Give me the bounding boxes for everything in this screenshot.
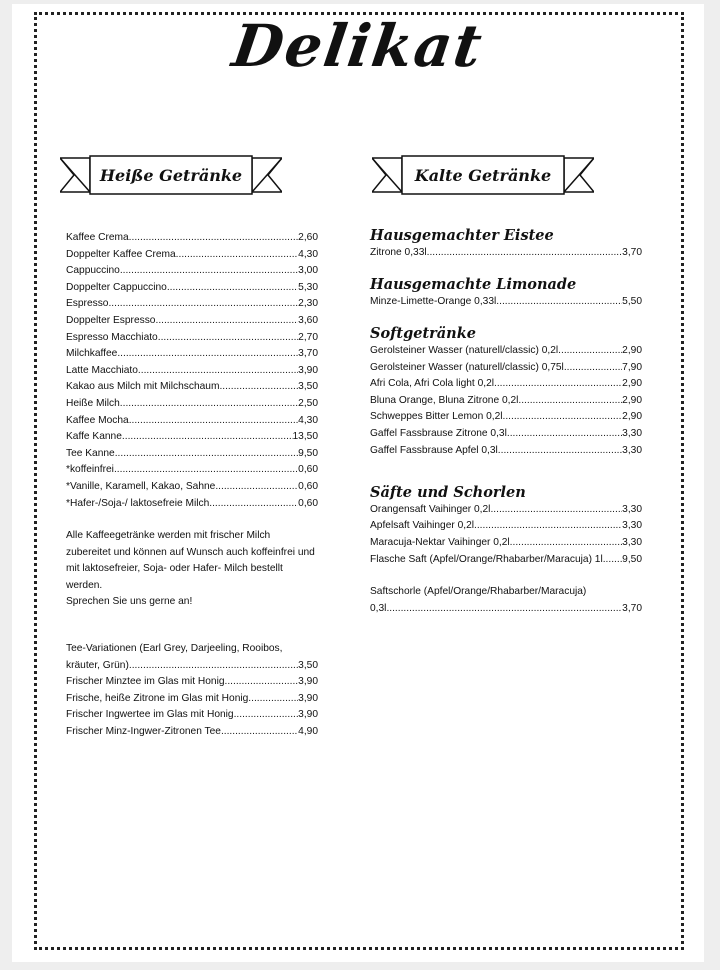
menu-item <box>370 601 642 618</box>
menu-item <box>66 429 318 446</box>
item-name: 0,3l <box>370 602 387 614</box>
item-price: 7,90 <box>622 361 642 373</box>
item-price: 4,90 <box>298 726 318 738</box>
item-price: 4,30 <box>298 414 318 426</box>
dot-leader <box>120 396 298 413</box>
icetea-list <box>370 245 642 262</box>
cold-drinks-column <box>370 228 642 617</box>
menu-item <box>370 409 642 426</box>
item-price: 3,30 <box>622 427 642 439</box>
dot-leader <box>564 360 622 377</box>
dot-leader <box>219 379 298 396</box>
item-name: Frischer Minztee im Glas mit Honig. <box>66 676 228 688</box>
item-price: 3,90 <box>298 709 318 721</box>
dot-leader <box>496 294 622 311</box>
section-heading-lemonade: Hausgemachte Limonade <box>370 276 577 294</box>
item-name: Kaffee Crema <box>66 232 129 243</box>
item-price: 2,90 <box>622 394 642 406</box>
dot-leader <box>608 552 622 569</box>
dot-leader <box>503 409 623 426</box>
item-name: Maracuja-Nektar Vaihinger 0,2l <box>370 536 510 548</box>
item-name: Gerolsteiner Wasser (naturell/classic) 0,2l <box>370 344 559 356</box>
menu-item <box>370 535 642 552</box>
dot-leader <box>427 245 623 262</box>
lemonade-list <box>370 294 642 311</box>
tea-list <box>66 658 318 741</box>
item-price: 13,50 <box>292 431 318 443</box>
dot-leader <box>248 691 298 708</box>
item-price: 3,50 <box>298 659 318 671</box>
tea-variations-intro: Tee-Variationen (Earl Grey, Darjeeling, Rooibos, <box>66 643 283 655</box>
item-price: 3,60 <box>298 314 318 326</box>
menu-item <box>66 263 318 280</box>
menu-item <box>370 502 642 519</box>
item-name: Frische, heiße Zitrone im Glas mit Honig <box>66 692 249 704</box>
item-price: 3,90 <box>298 676 318 688</box>
menu-item <box>370 393 642 410</box>
menu-item <box>66 379 318 396</box>
item-price: 3,90 <box>298 364 318 376</box>
item-price: 4,30 <box>298 248 318 260</box>
item-price: 3,50 <box>298 381 318 393</box>
dot-leader <box>498 443 622 460</box>
menu-item <box>66 724 318 741</box>
item-price: 2,90 <box>622 344 642 356</box>
dot-leader <box>227 674 298 691</box>
dot-leader <box>115 446 298 463</box>
item-price: 2,60 <box>298 232 318 243</box>
menu-item <box>66 230 318 247</box>
item-price: 9,50 <box>298 447 318 459</box>
dot-leader <box>494 376 622 393</box>
menu-item <box>66 296 318 313</box>
menu-item <box>66 363 318 380</box>
note-line: werden. <box>66 579 103 591</box>
item-price: 3,00 <box>298 265 318 277</box>
note-line: mit laktosefreier, Soja- oder Hafer- Milch bestellt <box>66 563 283 575</box>
menu-title: Delikat <box>228 12 488 80</box>
menu-item <box>66 674 318 691</box>
menu-item <box>66 462 318 479</box>
item-name: *koffeinfrei <box>66 464 114 476</box>
dot-leader <box>176 247 299 264</box>
item-price: 3,70 <box>622 602 642 614</box>
dot-leader <box>167 280 298 297</box>
item-price: 5,30 <box>298 281 318 293</box>
dot-leader <box>138 363 298 380</box>
item-price: 3,70 <box>298 348 318 360</box>
item-name: Milchkaffee <box>66 348 118 360</box>
menu-item <box>370 245 642 262</box>
item-name: Afri Cola, Afri Cola light 0,2l <box>370 378 495 390</box>
item-name: Orangensaft Vaihinger 0,2l <box>370 503 491 515</box>
dot-leader <box>215 479 298 496</box>
item-name: Frischer Minz-Ingwer-Zitronen Tee <box>66 726 221 738</box>
item-price: 3,30 <box>622 503 642 515</box>
menu-item <box>370 443 642 460</box>
menu-item <box>370 360 642 377</box>
menu-item <box>66 280 318 297</box>
item-price: 0,60 <box>298 464 318 476</box>
dot-leader <box>129 413 298 430</box>
dot-leader <box>120 263 298 280</box>
item-name: Tee Kanne <box>66 447 115 459</box>
dot-leader <box>558 343 622 360</box>
item-price: 2,70 <box>298 331 318 343</box>
item-price: 3,30 <box>622 536 642 548</box>
dot-leader <box>129 230 299 247</box>
item-name: Latte Macchiato <box>66 364 138 376</box>
dot-leader <box>117 346 298 363</box>
item-name: Gaffel Fassbrause Apfel 0,3l <box>370 444 498 456</box>
menu-item <box>370 343 642 360</box>
dot-leader <box>114 462 298 479</box>
item-name: kräuter, Grün) <box>66 659 129 671</box>
dot-leader <box>490 502 622 519</box>
hot-drinks-list <box>66 230 318 512</box>
item-name: Apfelsaft Vaihinger 0,2l <box>370 520 475 532</box>
item-name: Kaffee Mocha <box>66 414 129 426</box>
item-price: 0,60 <box>298 497 318 509</box>
menu-item <box>66 496 318 513</box>
dot-leader <box>507 426 622 443</box>
item-price: 2,50 <box>298 397 318 409</box>
dot-leader <box>236 707 298 724</box>
banner-cold-label: Kalte Getränke <box>414 166 552 185</box>
item-name: Kaffe Kanne <box>66 431 122 443</box>
soft-drinks-list <box>370 343 642 459</box>
item-name: Doppelter Kaffee Crema <box>66 248 176 260</box>
item-name: Minze-Limette-Orange 0,33l <box>370 295 497 307</box>
item-price: 3,90 <box>298 692 318 704</box>
item-name: Espresso <box>66 298 109 310</box>
item-price: 3,30 <box>622 520 642 532</box>
item-name: Gaffel Fassbrause Zitrone 0,3l <box>370 427 507 439</box>
schorle-intro: Saftschorle (Apfel/Orange/Rhabarber/Maracuja) <box>370 586 587 598</box>
item-price: 2,90 <box>622 378 642 390</box>
menu-item <box>66 707 318 724</box>
menu-item <box>370 294 642 311</box>
item-name: Flasche Saft (Apfel/Orange/Rhabarber/Maracuja) 1l.. <box>370 553 609 565</box>
item-price: 2,30 <box>298 298 318 310</box>
hot-drinks-column <box>66 230 318 741</box>
note-line: Alle Kaffeegetränke werden mit frischer Milch <box>66 530 271 542</box>
dot-leader <box>221 724 298 741</box>
dot-leader <box>386 601 622 618</box>
item-name: Bluna Orange, Bluna Zitrone 0,2l.. <box>370 394 525 406</box>
menu-item <box>370 376 642 393</box>
hot-drinks-note <box>66 528 318 611</box>
juice-list <box>370 502 642 568</box>
menu-item <box>66 247 318 264</box>
dot-leader <box>108 296 298 313</box>
item-name: Heiße Milch <box>66 397 120 409</box>
menu-item <box>66 313 318 330</box>
section-heading-soft: Softgetränke <box>370 325 476 343</box>
item-name: Zitrone 0,33l <box>370 246 427 258</box>
item-name: *Vanille, Karamell, Kakao, Sahne <box>66 480 216 492</box>
dot-leader <box>122 429 293 446</box>
menu-item <box>66 413 318 430</box>
banner-hot-drinks <box>60 154 282 196</box>
item-price: 3,30 <box>622 444 642 456</box>
item-name: Schweppes Bitter Lemon 0,2l <box>370 411 503 423</box>
menu-item <box>66 396 318 413</box>
menu-item <box>370 426 642 443</box>
menu-item <box>66 330 318 347</box>
menu-page <box>12 4 704 962</box>
note-line: Sprechen Sie uns gerne an! <box>66 596 193 608</box>
menu-item <box>66 446 318 463</box>
item-price: 0,60 <box>298 480 318 492</box>
item-name: *Hafer-/Soja-/ laktosefreie Milch <box>66 497 210 509</box>
item-price: 9,50 <box>622 553 642 565</box>
item-price: 3,70 <box>622 246 642 258</box>
dot-leader <box>129 658 298 675</box>
menu-item <box>370 518 642 535</box>
item-name: Gerolsteiner Wasser (naturell/classic) 0,75l <box>370 361 564 373</box>
section-heading-juice: Säfte und Schorlen <box>370 484 526 502</box>
dot-leader <box>155 313 298 330</box>
dot-leader <box>158 330 298 347</box>
item-price: 5,50 <box>622 295 642 307</box>
item-name: Kakao aus Milch mit Milchschaum <box>66 381 220 393</box>
section-heading-icetea: Hausgemachter Eistee <box>370 227 554 244</box>
menu-item <box>66 479 318 496</box>
banner-hot-label: Heiße Getränke <box>99 166 243 185</box>
menu-item <box>66 346 318 363</box>
menu-item <box>66 691 318 708</box>
menu-item <box>370 552 642 569</box>
item-price: 2,90 <box>622 411 642 423</box>
note-line: zubereitet und können auf Wunsch auch koffeinfrei und <box>66 546 315 558</box>
dot-leader <box>524 393 622 410</box>
banner-cold-drinks <box>372 154 594 196</box>
item-name: Doppelter Espresso <box>66 314 156 326</box>
item-name: Cappuccino <box>66 265 120 277</box>
menu-item <box>66 658 318 675</box>
dot-leader <box>510 535 623 552</box>
item-name: Frischer Ingwertee im Glas mit Honig. <box>66 709 237 721</box>
dot-leader <box>209 496 298 513</box>
item-name: Espresso Macchiato <box>66 331 158 343</box>
item-name: Doppelter Cappuccino <box>66 281 167 293</box>
dot-leader <box>474 518 622 535</box>
